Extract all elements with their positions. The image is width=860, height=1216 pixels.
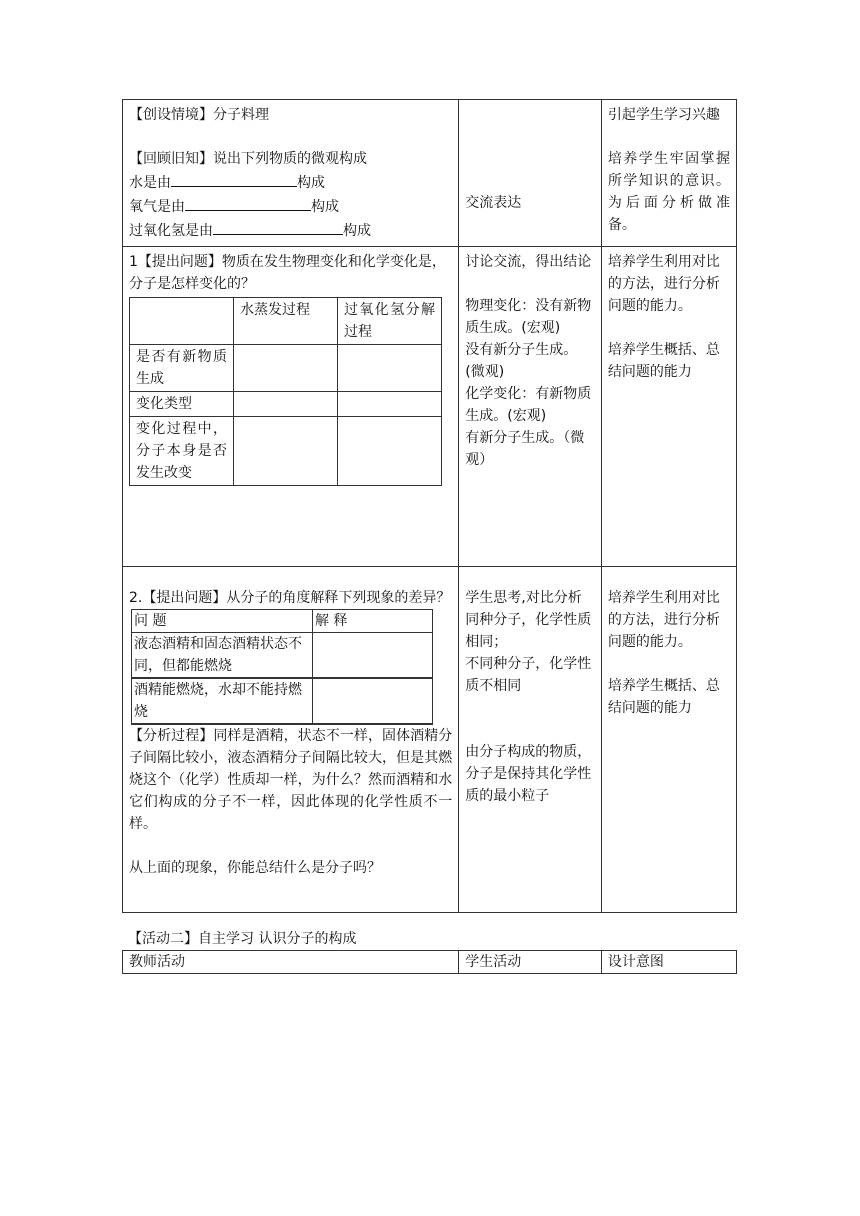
fill-blank[interactable]: [185, 194, 311, 211]
table-cell[interactable]: [338, 417, 442, 486]
column-header-teacher: 教师活动: [123, 951, 459, 974]
table-header: 问 题: [132, 610, 313, 633]
table-cell[interactable]: [338, 392, 442, 417]
student-text: 物理变化：没有新物质生成。(宏观): [465, 298, 592, 336]
student-text: 由分子构成的物质，分子是保持其化学性质的最小粒子: [465, 744, 592, 804]
student-text: 有新分子生成。（微观）: [465, 430, 585, 468]
table-header: [130, 298, 234, 345]
intro-text: 【创设情境】分子料理: [129, 107, 269, 123]
intent-text: 培养学生利用对比的方法，进行分析问题的能力。: [607, 254, 720, 314]
change-comparison-table: [129, 297, 442, 486]
question-text: 2.【提出问题】从分子的角度解释下列现象的差异？: [129, 590, 451, 606]
summary-question: 从上面的现象，你能总结什么是分子吗？: [129, 860, 381, 876]
design-intent-cell: [601, 247, 736, 567]
student-activity-cell: [459, 100, 602, 247]
student-text: 交流表达: [465, 195, 522, 211]
review-title: 【回顾旧知】说出下列物质的微观构成: [129, 151, 367, 167]
student-text: 不同种分子，化学性质不相同: [465, 656, 592, 694]
activity-two-heading: 【活动二】自主学习 认识分子的构成: [128, 931, 357, 947]
student-text: 学生思考,对比分析同种分子，化学性质相同；: [465, 590, 592, 650]
column-header-student: 学生活动: [459, 951, 602, 974]
analysis-text: 【分析过程】同样是酒精，状态不一样，固体酒精分子间隔比较小，液态酒精分子间隔比较大，但是其燃烧这个（化学）性质却一样，为什么？然而酒精和水它们构成的分子不一样，因此体现的化学性质不一样。: [129, 728, 453, 832]
table-row-label: 是否有新物质生成: [130, 345, 234, 392]
intent-text: 培养学生牢固掌握所学知识的意识。为后面分析做准备。: [607, 151, 730, 233]
student-activity-cell: [459, 567, 602, 913]
review-item-peroxide: 过氧化氢是由 构成: [129, 218, 452, 242]
table-header: 解 释: [313, 610, 433, 633]
review-item-water: 水是由 构成: [129, 170, 452, 194]
fill-blank[interactable]: [213, 218, 343, 235]
question-text: 1【提出问题】物质在发生物理变化和化学变化是，分子是怎样变化的？: [129, 254, 446, 292]
table-row-label: 液态酒精和固态酒精状态不同，但都能燃烧: [132, 633, 313, 679]
intent-text: 培养学生概括、总结问题的能力: [607, 678, 720, 716]
review-item-oxygen: 氧气是由 构成: [129, 194, 452, 218]
design-intent-cell: [601, 567, 736, 913]
intent-text: 引起学生学习兴趣: [607, 107, 720, 123]
student-text: 没有新分子生成。(微观): [465, 342, 578, 380]
teacher-activity-cell: [123, 567, 459, 913]
table-cell[interactable]: [234, 392, 338, 417]
design-intent-cell: [601, 100, 736, 247]
teacher-activity-cell: [123, 247, 459, 567]
lesson-table: [122, 99, 737, 913]
table-cell[interactable]: [313, 633, 433, 679]
row-question-2: [123, 567, 737, 913]
row-situation: [123, 100, 737, 247]
table-cell[interactable]: [338, 345, 442, 392]
table-cell[interactable]: [234, 417, 338, 486]
row-question-1: [123, 247, 737, 567]
student-text: 讨论交流，得出结论: [465, 254, 592, 270]
table-cell[interactable]: [234, 345, 338, 392]
table-header: 水蒸发过程: [234, 298, 338, 345]
intent-text: 培养学生利用对比的方法，进行分析问题的能力。: [607, 590, 720, 650]
activity-two-table: [122, 950, 737, 974]
table-cell[interactable]: [313, 678, 433, 724]
phenomenon-table: [131, 609, 433, 725]
student-text: 化学变化：有新物质生成。(宏观): [465, 386, 592, 424]
column-header-intent: 设计意图: [601, 951, 736, 974]
teacher-activity-cell: [123, 100, 459, 247]
intent-text: 培养学生概括、总结问题的能力: [607, 342, 720, 380]
student-activity-cell: [459, 247, 602, 567]
table-header: 过氧化氢分解过程: [338, 298, 442, 345]
fill-blank[interactable]: [171, 170, 297, 187]
table-row-label: 变化类型: [130, 392, 234, 417]
table-row-label: 变化过程中，分子本身是否发生改变: [130, 417, 234, 486]
table-row-label: 酒精能燃烧，水却不能持燃烧: [132, 678, 313, 724]
